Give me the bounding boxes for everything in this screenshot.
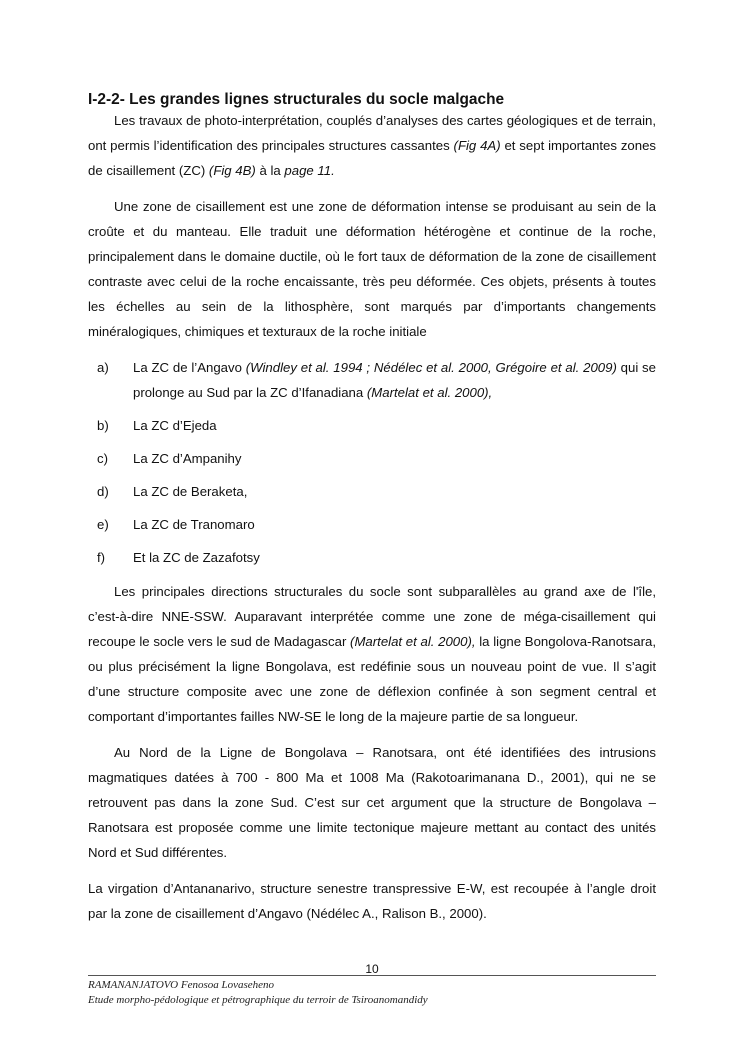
intro-text-c: à la	[255, 163, 285, 178]
list-item-text: La ZC de Tranomaro	[133, 517, 255, 532]
structural-text-b: la ligne Bongolova-Ranotsara, ou plus précisément la ligne Bongolava, est redéfinie sous un nouveau point de vue. Il s’agit d’une structure composite avec une zone de déflexion confinée à son segment central et comportant d’importantes failles NW-SE le long de la majeure partie de sa longueur.	[88, 634, 657, 724]
section-heading: I-2-2- Les grandes lignes structurales du socle malgache	[88, 91, 505, 108]
list-item-text: Et la ZC de Zazafotsy	[133, 550, 260, 565]
shear-zone-list	[88, 355, 656, 570]
list-item-text: La ZC de Beraketa,	[133, 484, 248, 499]
list-marker: f)	[97, 550, 106, 565]
paragraph-definition: Une zone de cisaillement est une zone de déformation intense se produisant au sein de la croûte et du manteau. Elle traduit une déformation hétérogène et continue de la roche, principalement dans le domaine ductile, où le fort taux de déformation de la zone de cisaillement contraste avec celui de la roche encaissante, très peu déformée. Ces objets, présents à toutes les échelles au sein de la lithosphère, sont marqués par d’importants changements minéralogiques, chimiques et texturaux de la roche initiale	[88, 199, 656, 339]
list-marker: c)	[97, 451, 108, 466]
intro-text-a: Les travaux de photo-interprétation, couplés d’analyses des cartes géologiques et de terrain, ont permis l’identification des principales structures cassantes	[88, 113, 656, 153]
list-item	[88, 446, 656, 471]
list-item-text: La ZC de l’Angavo	[133, 360, 246, 375]
list-marker: e)	[97, 517, 109, 532]
list-item-text: La ZC d’Ampanihy	[133, 451, 242, 466]
list-item-text: La ZC d’Ejeda	[133, 418, 217, 433]
page-number: 10	[365, 962, 379, 976]
list-item	[88, 479, 656, 504]
paragraph-virgation: La virgation d’Antananarivo, structure senestre transpressive E-W, est recoupée à l’angle droit par la zone de cisaillement d’Angavo (Nédélec A., Ralison B., 2000).	[88, 881, 656, 921]
intro-text-b: et sept importantes zones de cisaillement (ZC)	[88, 138, 657, 178]
citation: (Windley et al. 1994 ; Nédélec et al. 2000, Grégoire et al. 2009)	[245, 360, 617, 375]
structural-text-a: Les principales directions structurales du socle sont subparallèles au grand axe de l'île, c’est-à-dire NNE-SSW. Auparavant interprétée comme une zone de méga-cisaillement qui recoupe le socle vers le sud de Madagascar	[88, 584, 656, 649]
footer-author: RAMANANJATOVO Fenosoa Lovaseheno	[88, 979, 275, 991]
list-item	[88, 413, 656, 438]
list-marker: b)	[97, 418, 109, 433]
fig-4b-reference: (Fig 4B)	[208, 163, 256, 178]
footer-title: Etude morpho-pédologique et pétrographique du terroir de Tsiroanomandidy	[88, 994, 428, 1006]
page-body	[88, 91, 656, 926]
list-item	[88, 545, 656, 570]
list-item	[88, 512, 656, 537]
paragraph-intro	[88, 108, 656, 183]
list-item-text-continued: qui se prolonge au Sud par la ZC d’Ifanadiana	[133, 360, 656, 400]
citation: (Martelat et al. 2000),	[350, 634, 476, 649]
list-item	[88, 355, 656, 405]
citation: (Martelat et al. 2000),	[366, 385, 493, 400]
page-reference: page 11.	[284, 163, 335, 178]
paragraph-bongolava: Au Nord de la Ligne de Bongolava – Ranotsara, ont été identifiées des intrusions magmatiques datées à 700 - 800 Ma et 1008 Ma (Rakotoarimanana D., 2001), qui ne se retrouvent pas dans la zone Sud. C’est sur cet argument que la structure de Bongolava – Ranotsara est proposée comme une limite tectonique majeure mettant au contact des unités Nord et Sud différentes.	[88, 745, 656, 860]
footer-divider	[88, 975, 656, 976]
list-marker: a)	[97, 360, 109, 375]
list-marker: d)	[97, 484, 109, 499]
paragraph-structural-directions	[88, 579, 656, 729]
fig-4a-reference: (Fig 4A)	[453, 138, 501, 153]
